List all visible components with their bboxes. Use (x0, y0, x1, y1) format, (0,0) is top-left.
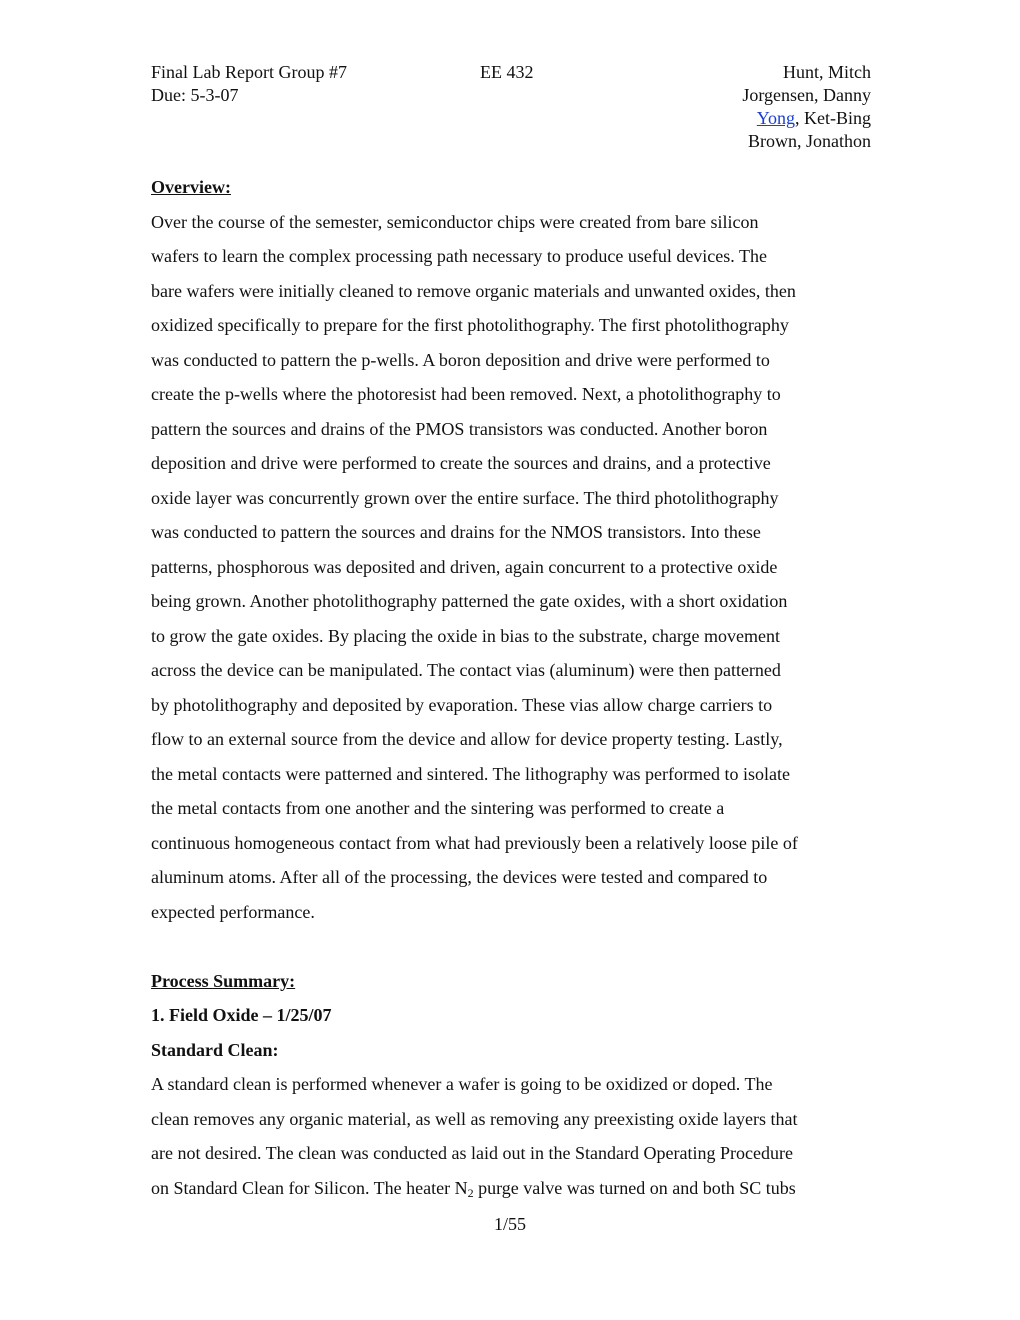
course-code: EE 432 (480, 62, 534, 82)
paragraph-line: bare wafers were initially cleaned to remove organic materials and unwanted oxides, then (151, 280, 796, 301)
paragraph-line: A standard clean is performed whenever a wafer is going to be oxidized or doped. The (151, 1074, 773, 1094)
due-date: Due: 5-3-07 (151, 85, 239, 105)
paragraph-line: was conducted to pattern the sources and drains for the NMOS transistors. Into these (151, 522, 761, 542)
author-3: Yong, Ket-Bing (756, 108, 871, 128)
paragraph-line: by photolithography and deposited by evaporation. These vias allow charge carriers to (151, 694, 773, 715)
report-title: Final Lab Report Group #7 (151, 62, 347, 82)
paragraph-line: create the p-wells where the photoresist had been removed. Next, a photolithography to (151, 384, 781, 404)
paragraph-line: was conducted to pattern the p-wells. A boron deposition and drive were performed to (151, 349, 770, 370)
author-link[interactable]: Yong (756, 108, 795, 128)
paragraph-line: are not desired. The clean was conducted as laid out in the Standard Operating Procedure (151, 1143, 793, 1163)
paragraph-line: to grow the gate oxides. By placing the oxide in bias to the substrate, charge movement (151, 625, 781, 646)
paragraph-line: oxidized specifically to prepare for the first photolithography. The first photolithography (151, 315, 789, 335)
paragraph-line: patterns, phosphorous was deposited and driven, again concurrent to a protective oxide (151, 556, 778, 577)
paragraph-line: wafers to learn the complex processing path necessary to produce useful devices. The (151, 246, 767, 266)
header-row-3 (151, 107, 871, 130)
overview-paragraph (151, 205, 873, 930)
report-header (151, 61, 871, 153)
section-spacer (151, 929, 873, 964)
subscript-2: 2 (467, 1185, 474, 1200)
paragraph-line: clean removes any organic material, as well as removing any preexisting oxide layers that (151, 1108, 798, 1129)
paragraph-line: the metal contacts from one another and the sintering was performed to create a (151, 798, 725, 818)
standard-clean-paragraph (151, 1067, 873, 1205)
standard-clean-heading: Standard Clean: (151, 1039, 279, 1060)
paragraph-line: the metal contacts were patterned and sintered. The lithography was performed to isolate (151, 763, 790, 784)
paragraph-line: Over the course of the semester, semiconductor chips were created from bare silicon (151, 211, 759, 232)
body-text (151, 170, 873, 1205)
paragraph-line: pattern the sources and drains of the PMOS transistors was conducted. Another boron (151, 418, 768, 439)
header-row-1 (151, 61, 871, 84)
author-2: Jorgensen, Danny (742, 85, 871, 105)
header-row-4 (151, 130, 871, 153)
paragraph-line: continuous homogeneous contact from what had previously been a relatively loose pile of (151, 832, 798, 853)
paragraph-line: flow to an external source from the device and allow for device property testing. Lastly, (151, 729, 783, 749)
paragraph-line: aluminum atoms. After all of the processing, the devices were tested and compared to (151, 867, 768, 887)
header-row-2 (151, 84, 871, 107)
paragraph-line: deposition and drive were performed to create the sources and drains, and a protective (151, 453, 771, 473)
process-summary-heading: Process Summary: (151, 970, 296, 991)
author-1: Hunt, Mitch (783, 62, 871, 82)
author-4: Brown, Jonathon (748, 131, 871, 151)
paragraph-line: on Standard Clean for Silicon. The heater $N_2$ purge valve was turned on and both SC tubs (151, 1177, 796, 1200)
step-title: 1. Field Oxide – 1/25/07 (151, 1005, 332, 1025)
overview-heading: Overview: (151, 177, 231, 197)
paragraph-line: across the device can be manipulated. The contact vias (aluminum) were then patterned (151, 660, 781, 680)
paragraph-line: oxide layer was concurrently grown over the entire surface. The third photolithography (151, 487, 779, 508)
paragraph-line: expected performance. (151, 901, 315, 922)
paragraph-line: being grown. Another photolithography patterned the gate oxides, with a short oxidation (151, 591, 788, 611)
page-number: 1/55 (493, 1214, 526, 1234)
